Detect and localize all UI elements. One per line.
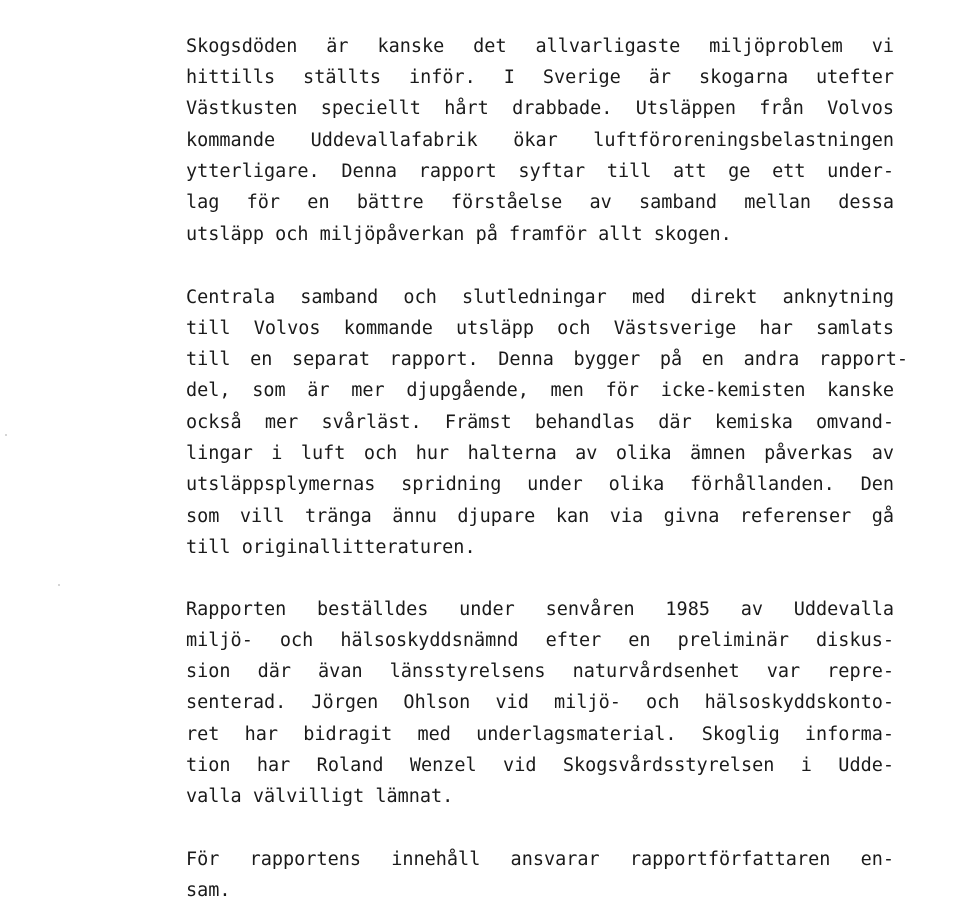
text-line: sion där ävan länsstyrelsens naturvårdsenhet var repre- — [186, 661, 894, 682]
text-line: senterad. Jörgen Ohlson vid miljö- och hälsoskyddskonto- — [186, 692, 894, 713]
text-line: utsläpp och miljöpåverkan på framför allt skogen. — [186, 224, 732, 245]
text-line: Rapporten beställdes under senvåren 1985 av Uddevalla — [186, 599, 894, 620]
text-line: valla välvilligt lämnat. — [186, 786, 454, 807]
text-line: lag för en bättre förståelse av samband mellan dessa — [186, 192, 894, 213]
text-line: sam. — [186, 880, 231, 901]
text-line: ret har bidragit med underlagsmaterial. Skoglig informa- — [186, 724, 894, 745]
text-line: till originallitteraturen. — [186, 537, 476, 558]
text-line: också mer svårläst. Främst behandlas där kemiska omvand- — [186, 412, 894, 433]
scan-speck — [5, 434, 7, 436]
text-line: Centrala samband och slutledningar med direkt anknytning — [186, 287, 894, 308]
scan-speck — [58, 584, 60, 586]
text-line: hittills ställts inför. I Sverige är skogarna utefter — [186, 67, 894, 88]
text-line: utsläppsplymernas spridning under olika förhållanden. Den — [186, 474, 894, 495]
text-line: För rapportens innehåll ansvarar rapportförfattaren en- — [186, 849, 894, 870]
text-line: del, som är mer djupgående, men för icke-kemisten kanske — [186, 380, 894, 401]
text-line: ytterligare. Denna rapport syftar till att ge ett under- — [186, 161, 894, 182]
text-line: kommande Uddevallafabrik ökar luftföroreningsbelastningen — [186, 130, 894, 151]
text-line: lingar i luft och hur halterna av olika ämnen påverkas av — [186, 443, 894, 464]
text-line: Västkusten speciellt hårt drabbade. Utsläppen från Volvos — [186, 98, 894, 119]
text-line: tion har Roland Wenzel vid Skogsvårdsstyrelsen i Udde- — [186, 755, 894, 776]
text-line: Skogsdöden är kanske det allvarligaste miljöproblem vi — [186, 36, 894, 57]
text-line: till Volvos kommande utsläpp och Västsverige har samlats — [186, 318, 894, 339]
text-line: miljö- och hälsoskyddsnämnd efter en preliminär diskus- — [186, 630, 894, 651]
text-line: till en separat rapport. Denna bygger på en andra rapport- — [186, 349, 908, 370]
text-line: som vill tränga ännu djupare kan via givna referenser gå — [186, 506, 894, 527]
